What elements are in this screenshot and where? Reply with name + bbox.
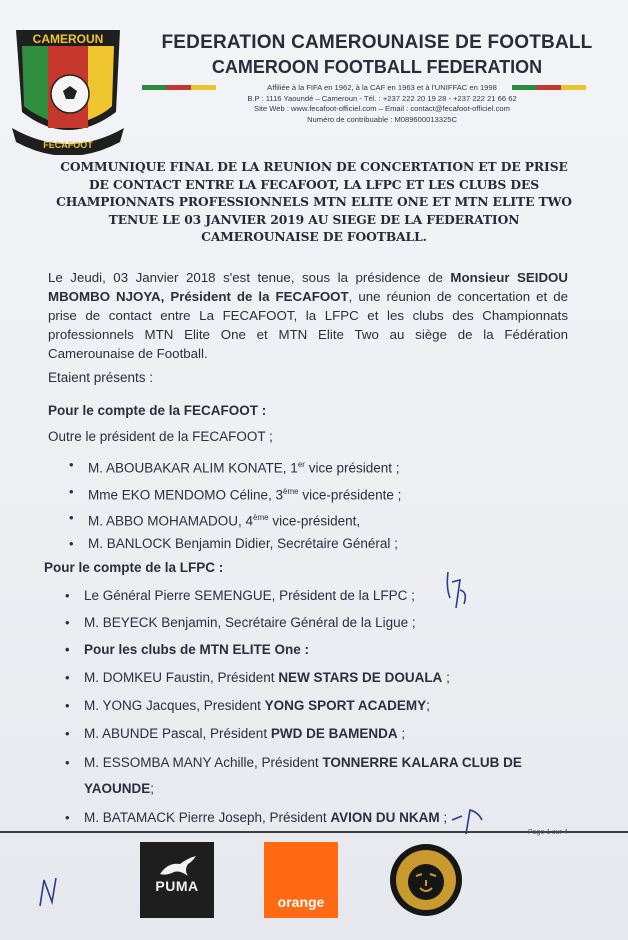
clubs-heading: • Pour les clubs de MTN ELITE One : <box>65 642 310 657</box>
intro-part2: , une réunion de concertation et de prise de contact entre La FECAFOOT, la LFPC et les clubs des Championnats professionnels MTN Elite One et MTN Elite Two au siège de la Fédération Camerounaise de Football. <box>48 289 568 361</box>
list-item: • M. ABUNDE Pascal, Président PWD DE BAMENDA ; <box>65 726 406 741</box>
contact-block <box>182 83 582 125</box>
page-number: Page 1 sur 4 <box>528 829 568 836</box>
lfpc-heading: Pour le compte de la LFPC : <box>44 560 224 575</box>
orange-sponsor-logo <box>264 842 338 918</box>
logo-top-text: CAMEROUN <box>32 32 104 46</box>
federation-title-fr: FEDERATION CAMEROUNAISE DE FOOTBALL <box>161 32 593 53</box>
intro-bold: Monsieur SEIDOU MBOMBO NJOYA, Président de la FECAFOOT <box>48 270 568 304</box>
fecafoot-logo <box>8 20 128 155</box>
federation-title-en: CAMEROON FOOTBALL FEDERATION <box>211 57 543 77</box>
handwritten-initials <box>442 568 472 616</box>
contact-phone: B.P : 1116 Yaoundé – Cameroun - Tél. : +237 222 20 19 28 - +237 222 21 66 62 <box>247 93 517 103</box>
handwritten-signature <box>34 872 64 910</box>
contact-web: Site Web : www.fecafoot-officiel.com – Email : contact@fecafoot-officiel.com <box>254 104 510 113</box>
list-item: • M. ABBO MOHAMADOU, 4ème vice-président, <box>69 510 361 529</box>
list-item: • Le Général Pierre SEMENGUE, Président de la LFPC ; <box>65 588 415 603</box>
contact-affiliation: Affiliée à la FIFA en 1962, à la CAF en 1963 et à l'UNIFFAC en 1998 <box>267 83 497 92</box>
fecafoot-outre: Outre le président de la FECAFOOT ; <box>48 429 273 444</box>
puma-label: PUMA <box>155 878 199 894</box>
list-item: • M. ABOUBAKAR ALIM KONATE, 1er vice président ; <box>69 457 400 476</box>
communique-title: COMMUNIQUE FINAL DE LA REUNION DE CONCERTATION ET DE PRISE DE CONTACT ENTRE LA FECAFOOT, LA LFPC ET LES CLUBS DES CHAMPIONNATS PROFESSIONNELS MTN ELITE ONE ET MTN ELITE TWO TENUE LE 03 JANVIER 2019 AU SIEGE DE LA FEDERATION CAMEROUNAISE DE FOOTBALL. <box>56 159 572 244</box>
contact-taxpayer: Numéro de contribuable : M089600013325C <box>307 114 457 124</box>
list-item-continued: YAOUNDE; <box>84 781 155 796</box>
list-item: • M. BANLOCK Benjamin Didier, Secrétaire Général ; <box>69 536 398 551</box>
list-item: • M. YONG Jacques, President YONG SPORT ACADEMY; <box>65 698 430 713</box>
list-item: • M. ESSOMBA MANY Achille, Président TONNERRE KALARA CLUB DE <box>65 755 522 770</box>
fecafoot-heading: Pour le compte de la FECAFOOT : <box>48 403 267 418</box>
list-item: • M. BATAMACK Pierre Joseph, Président AVION DU NKAM ; <box>65 810 448 825</box>
lion-emblem <box>386 840 466 920</box>
orange-label: orange <box>277 894 325 910</box>
puma-sponsor-logo <box>140 842 214 918</box>
logo-bottom-text: FECAFOOT <box>43 140 93 150</box>
puma-cat-icon <box>158 854 198 878</box>
present-label: Etaient présents : <box>48 370 154 385</box>
intro-paragraph <box>48 268 568 363</box>
list-item: • M. DOMKEU Faustin, Président NEW STARS DE DOUALA ; <box>65 670 450 685</box>
list-item: • Mme EKO MENDOMO Céline, 3ème vice-présidente ; <box>69 484 402 503</box>
intro-part1: Le Jeudi, 03 Janvier 2018 s'est tenue, sous la présidence de <box>48 270 451 285</box>
list-item: • M. BEYECK Benjamin, Secrétaire Général de la Ligue ; <box>65 615 416 630</box>
